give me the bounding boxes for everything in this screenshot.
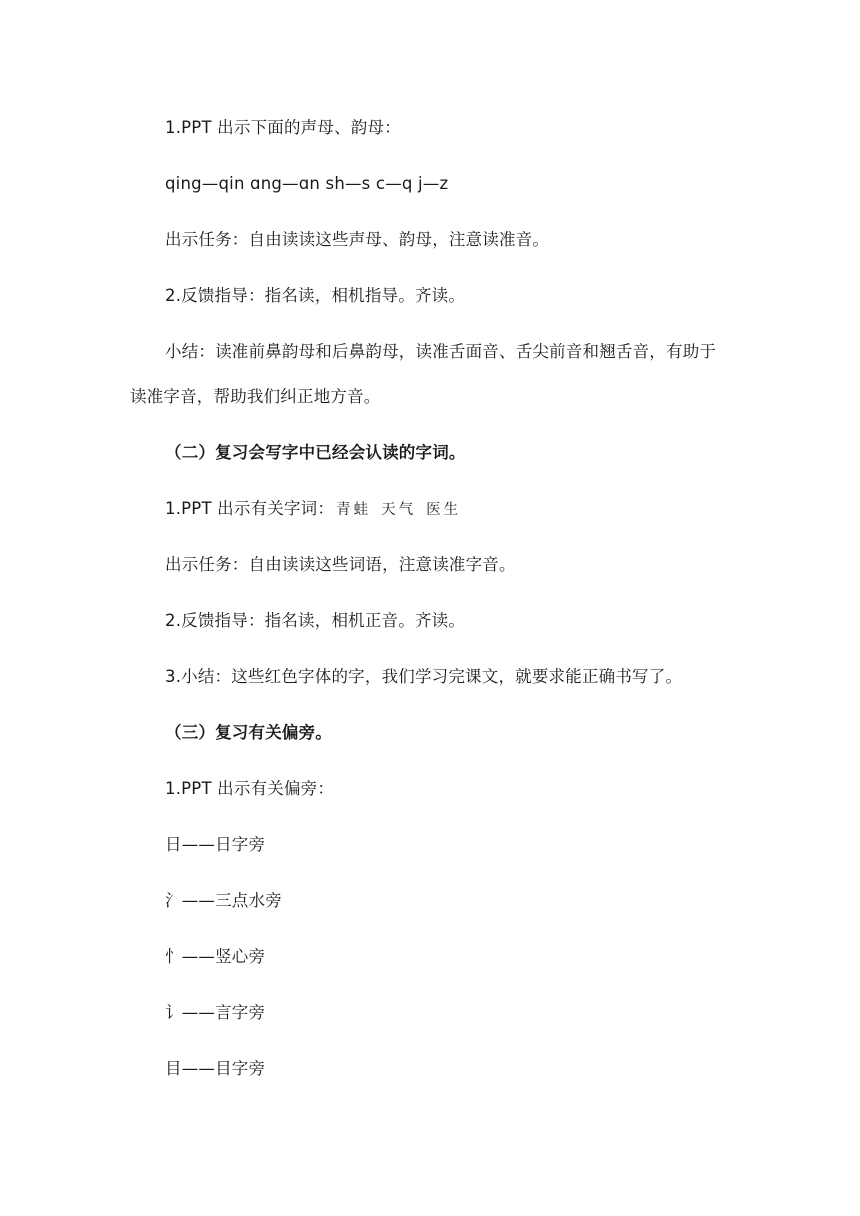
- radical-yan: 讠——言字旁: [165, 1003, 266, 1022]
- ppt-words-label: 1.PPT 出示有关字词：: [165, 499, 335, 518]
- radical-mu: 目——目字旁: [165, 1059, 266, 1078]
- ppt-words-item: [165, 497, 471, 522]
- summary-line-1: 小结：读准前鼻韵母和后鼻韵母，读准舌面音、舌尖前音和翘舌音，有助于: [165, 342, 717, 361]
- radical-sandianshui: 氵——三点水旁: [165, 891, 282, 910]
- ppt-radicals-item: 1.PPT 出示有关偏旁：: [165, 779, 335, 798]
- section-heading-review-words: （二）复习会写字中已经会认读的字词。: [165, 443, 466, 462]
- section-heading-radicals: （三）复习有关偏旁。: [165, 723, 332, 742]
- summary-line-2: 读准字音，帮助我们纠正地方音。: [130, 387, 381, 406]
- words-feedback-line: 2.反馈指导：指名读，相机正音。齐读。: [165, 611, 466, 630]
- ppt-initials-finals-item: 1.PPT 出示下面的声母、韵母：: [165, 118, 401, 137]
- radical-ri: 日——日字旁: [165, 835, 266, 854]
- radical-shuxin: 忄——竖心旁: [165, 947, 266, 966]
- pinyin-pairs-line: qing—qin ɑng—ɑn sh—s c—q j—z: [165, 174, 449, 193]
- word-tianqi: 天气: [381, 502, 417, 518]
- words-summary-line: 3.小结：这些红色字体的字，我们学习完课文，就要求能正确书写了。: [165, 667, 683, 686]
- feedback-guidance-line: 2.反馈指导：指名读，相机指导。齐读。: [165, 286, 466, 305]
- words-task-line: 出示任务：自由读读这些词语，注意读准字音。: [165, 555, 516, 574]
- reading-task-line: 出示任务：自由读读这些声母、韵母，注意读准音。: [165, 230, 550, 249]
- word-list: [336, 502, 471, 518]
- word-yisheng: 医生: [426, 502, 462, 518]
- word-qingwa: 青蛙: [336, 502, 372, 518]
